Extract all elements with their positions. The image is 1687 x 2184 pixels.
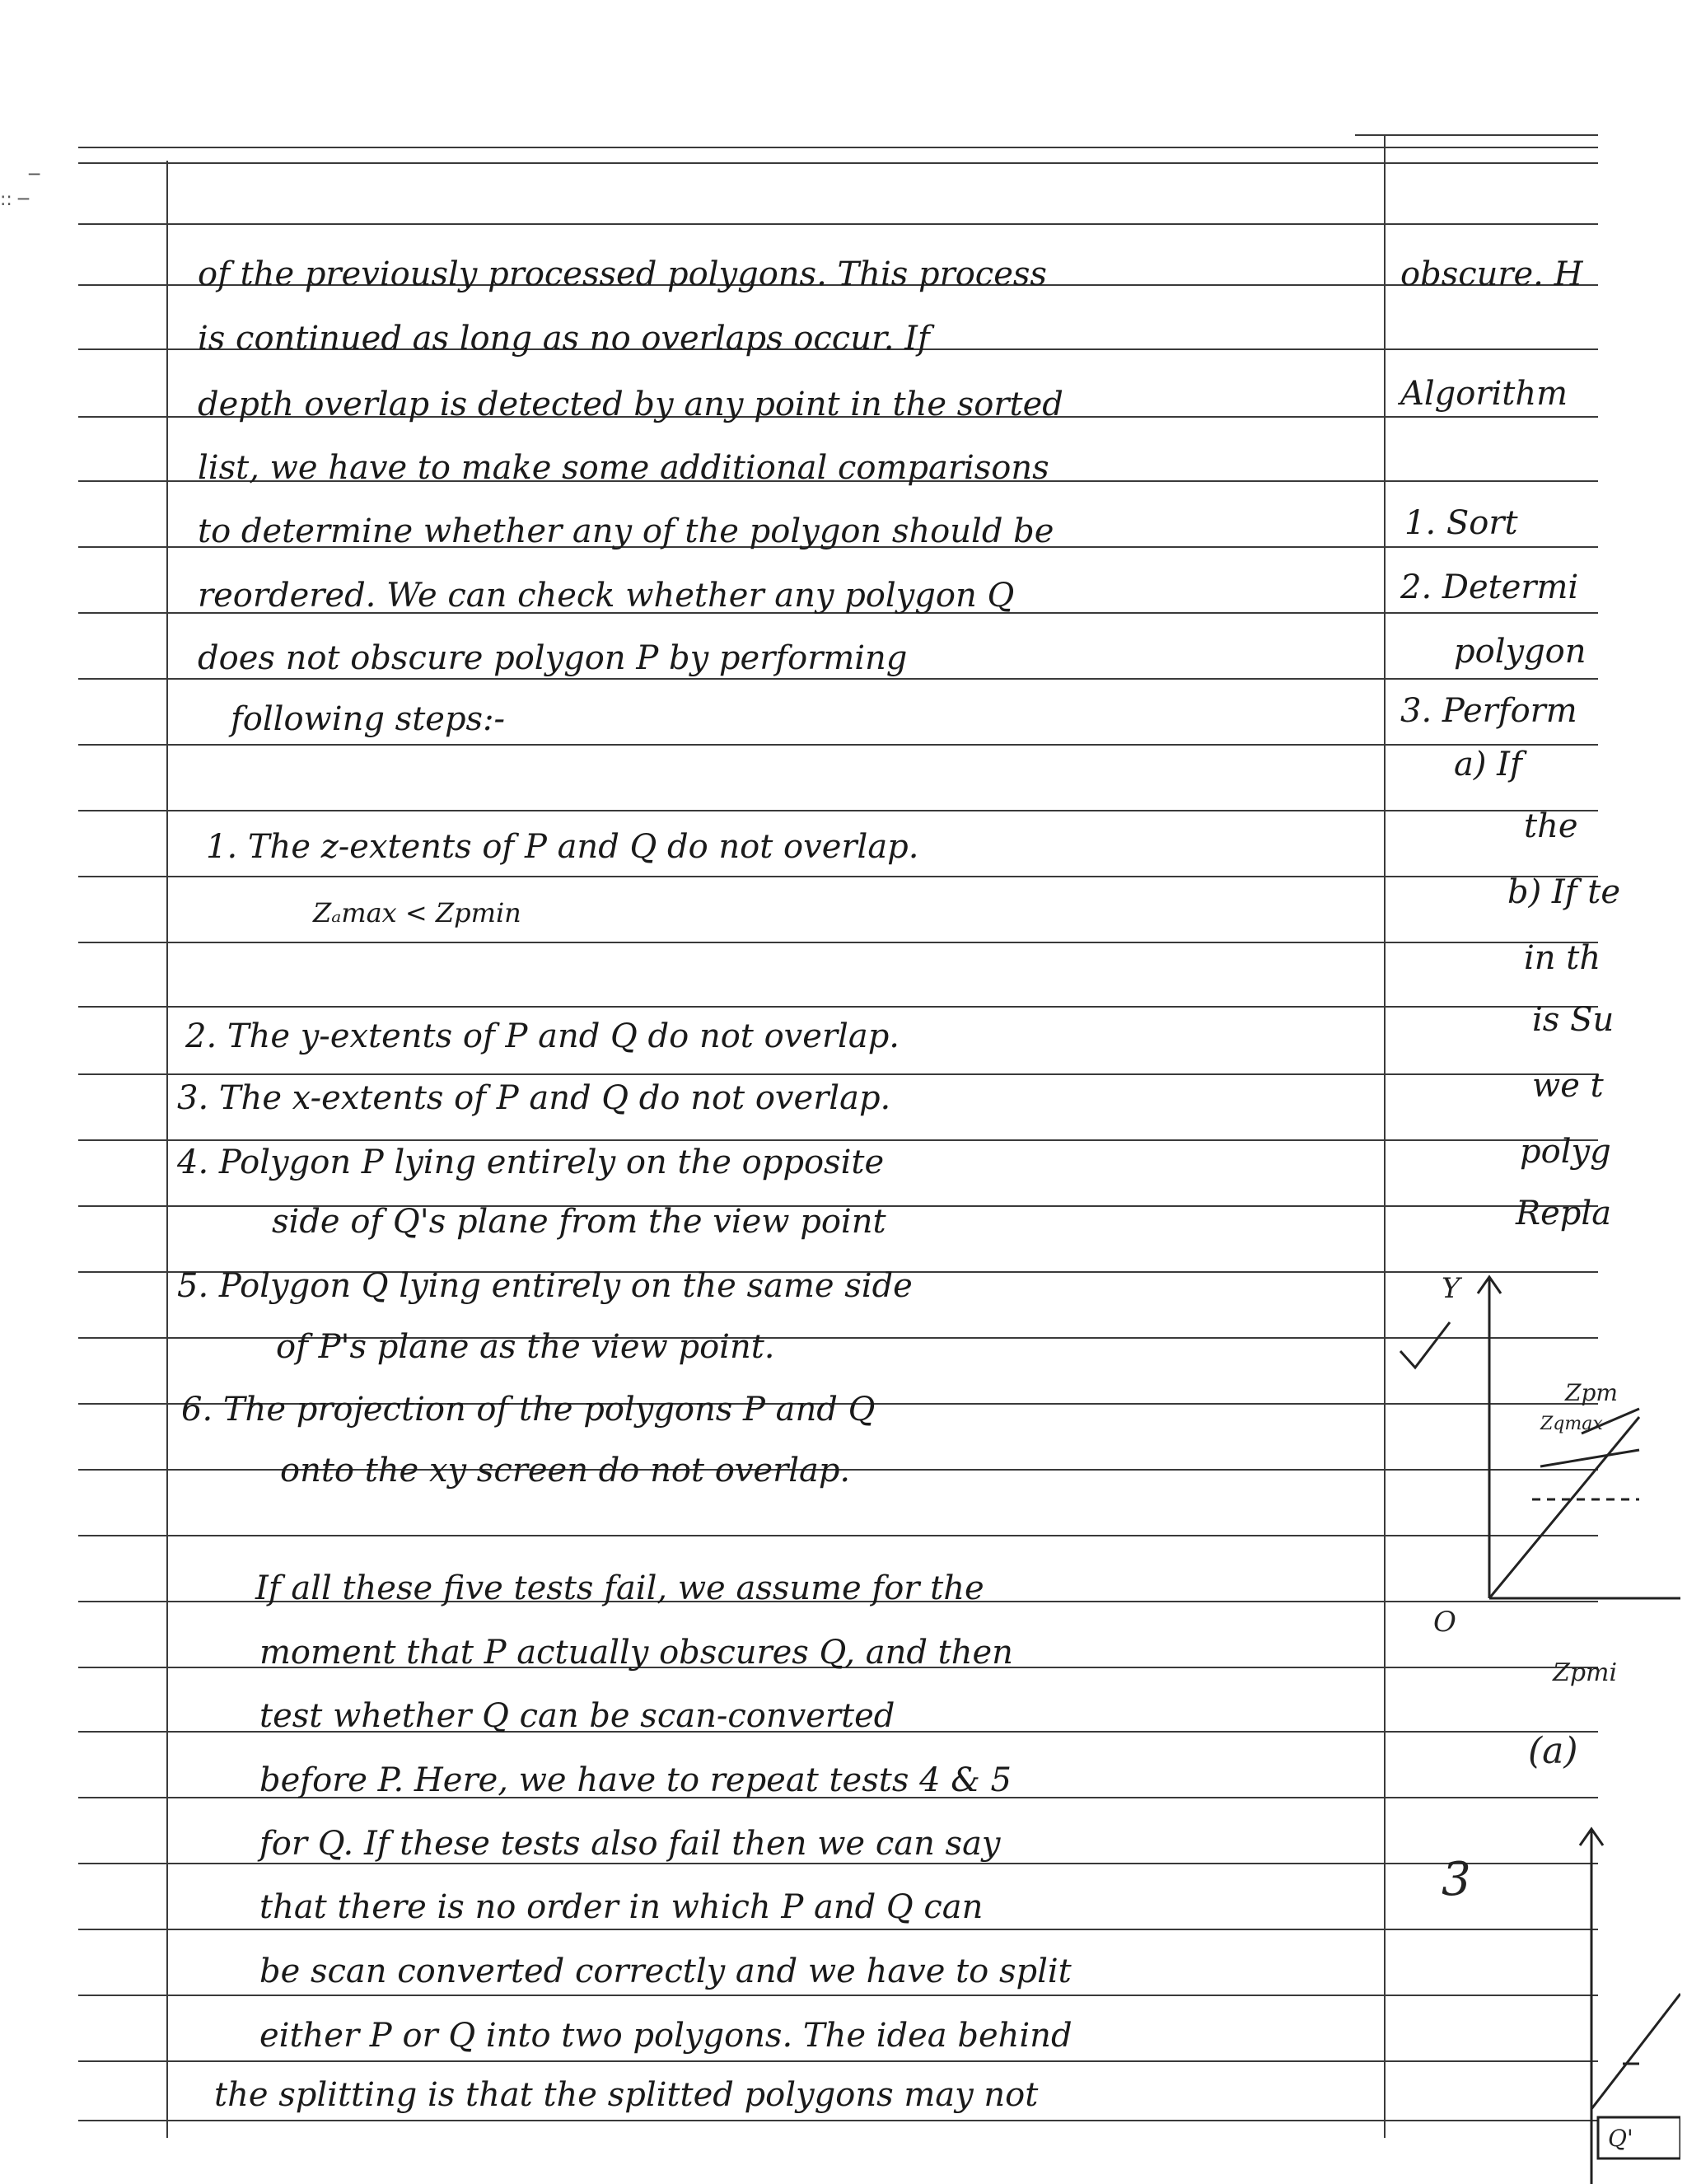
list-item: onto the xy screen do not overlap. xyxy=(280,1452,851,1490)
ruled-line xyxy=(1355,134,1598,136)
margin-text: polyg xyxy=(1520,1133,1611,1171)
text-line: is continued as long as no overlaps occur. If xyxy=(198,320,930,358)
text-line: list, we have to make some additional comparisons xyxy=(198,449,1049,487)
polygon-edge-2 xyxy=(1591,1994,1680,2109)
margin-text: obscure. H xyxy=(1400,255,1583,293)
ruled-line xyxy=(78,810,1598,811)
list-item: 2. The y-extents of P and Q do not overlap. xyxy=(185,1017,900,1055)
list-item: 3. The x-extents of P and Q do not overlap. xyxy=(177,1079,891,1117)
margin-text: a) If xyxy=(1454,746,1522,783)
text-line: does not obscure polygon P by performing xyxy=(198,639,908,677)
text-line: that there is no order in which P and Q can xyxy=(259,1888,984,1926)
polygon-edge xyxy=(1540,1450,1639,1466)
margin-text: Algorithm xyxy=(1400,375,1568,413)
ruled-line xyxy=(78,1863,1598,1864)
list-item: side of Q's plane from the view point xyxy=(272,1203,886,1241)
text-line: to determine whether any of the polygon should be xyxy=(198,512,1054,550)
polygon-edge xyxy=(1489,1417,1639,1598)
text-line: be scan converted correctly and we have to split xyxy=(259,1953,1072,1990)
diagram-drawing xyxy=(1392,1252,1680,2184)
text-line: before P. Here, we have to repeat tests 4 & 5 xyxy=(259,1761,1012,1799)
margin-text: in th xyxy=(1524,939,1601,977)
ruled-line xyxy=(78,147,1598,148)
ruled-line xyxy=(78,1929,1598,1930)
mark-label: 3 xyxy=(1442,1853,1471,1906)
right-margin-line xyxy=(1384,136,1386,2138)
list-item: of P's plane as the view point. xyxy=(276,1328,775,1366)
text-line: the splitting is that the splitted polygons may not xyxy=(214,2076,1039,2114)
axis-y-label: Y xyxy=(1442,1272,1460,1305)
text-line: moment that P actually obscures Q, and then xyxy=(259,1634,1013,1672)
margin-text: b) If te xyxy=(1507,873,1620,911)
ruled-line xyxy=(78,744,1598,746)
margin-text: we t xyxy=(1532,1067,1604,1105)
ruled-line xyxy=(78,1535,1598,1536)
ruled-line xyxy=(78,223,1598,225)
caption-label: (a) xyxy=(1528,1730,1578,1772)
margin-text: is Su xyxy=(1532,1001,1615,1039)
text-line: depth overlap is detected by any point in the sorted xyxy=(198,386,1063,423)
text-line: following steps:- xyxy=(231,700,506,738)
edge-mark: ─ xyxy=(29,165,40,185)
ruled-line xyxy=(78,1006,1598,1008)
margin-text: 3. Perform xyxy=(1400,692,1577,730)
edge-mark: :: ─ xyxy=(0,189,30,210)
text-line: of the previously processed polygons. This process xyxy=(198,255,1047,293)
formula-line: Zₐmax < Zpmin xyxy=(313,897,521,928)
ruled-line xyxy=(78,876,1598,877)
text-line: either P or Q into two polygons. The idea behind xyxy=(259,2017,1072,2055)
text-line: If all these five tests fail, we assume for the xyxy=(255,1569,984,1607)
text-line: reordered. We can check whether any polygon Q xyxy=(198,577,1015,615)
margin-diagram xyxy=(1392,1252,1680,2184)
left-margin-line xyxy=(166,161,168,2138)
ruled-line xyxy=(78,1995,1598,1996)
list-item: 5. Polygon Q lying entirely on the same side xyxy=(177,1267,913,1305)
margin-text: the xyxy=(1524,807,1578,845)
text-line: test whether Q can be scan-converted xyxy=(259,1697,895,1735)
ruled-line xyxy=(78,2120,1598,2121)
margin-text: Repla xyxy=(1516,1195,1612,1232)
zpmax-label: Zpm xyxy=(1565,1379,1618,1406)
text-line: for Q. If these tests also fail then we can say xyxy=(259,1825,1001,1863)
ruled-line xyxy=(78,1139,1598,1141)
ruled-line xyxy=(78,678,1598,680)
list-item: 6. The projection of the polygons P and Q xyxy=(181,1391,876,1429)
ruled-line xyxy=(78,162,1598,164)
list-item: 4. Polygon P lying entirely on the opposite xyxy=(177,1143,885,1181)
margin-text: 2. Determi xyxy=(1400,568,1579,606)
ruled-line xyxy=(78,1073,1598,1075)
zpmin-label: Zpmi xyxy=(1553,1658,1618,1687)
margin-text: 1. Sort xyxy=(1404,504,1518,542)
q-label: Q' xyxy=(1608,2125,1633,2152)
check-mark xyxy=(1400,1322,1450,1368)
ruled-line xyxy=(78,2060,1598,2062)
ruled-line xyxy=(78,942,1598,943)
origin-label: O xyxy=(1433,1606,1456,1639)
margin-text: polygon xyxy=(1454,633,1587,671)
zqmax-label: Zqmax xyxy=(1540,1414,1603,1434)
list-item: 1. The z-extents of P and Q do not overlap. xyxy=(206,828,919,866)
